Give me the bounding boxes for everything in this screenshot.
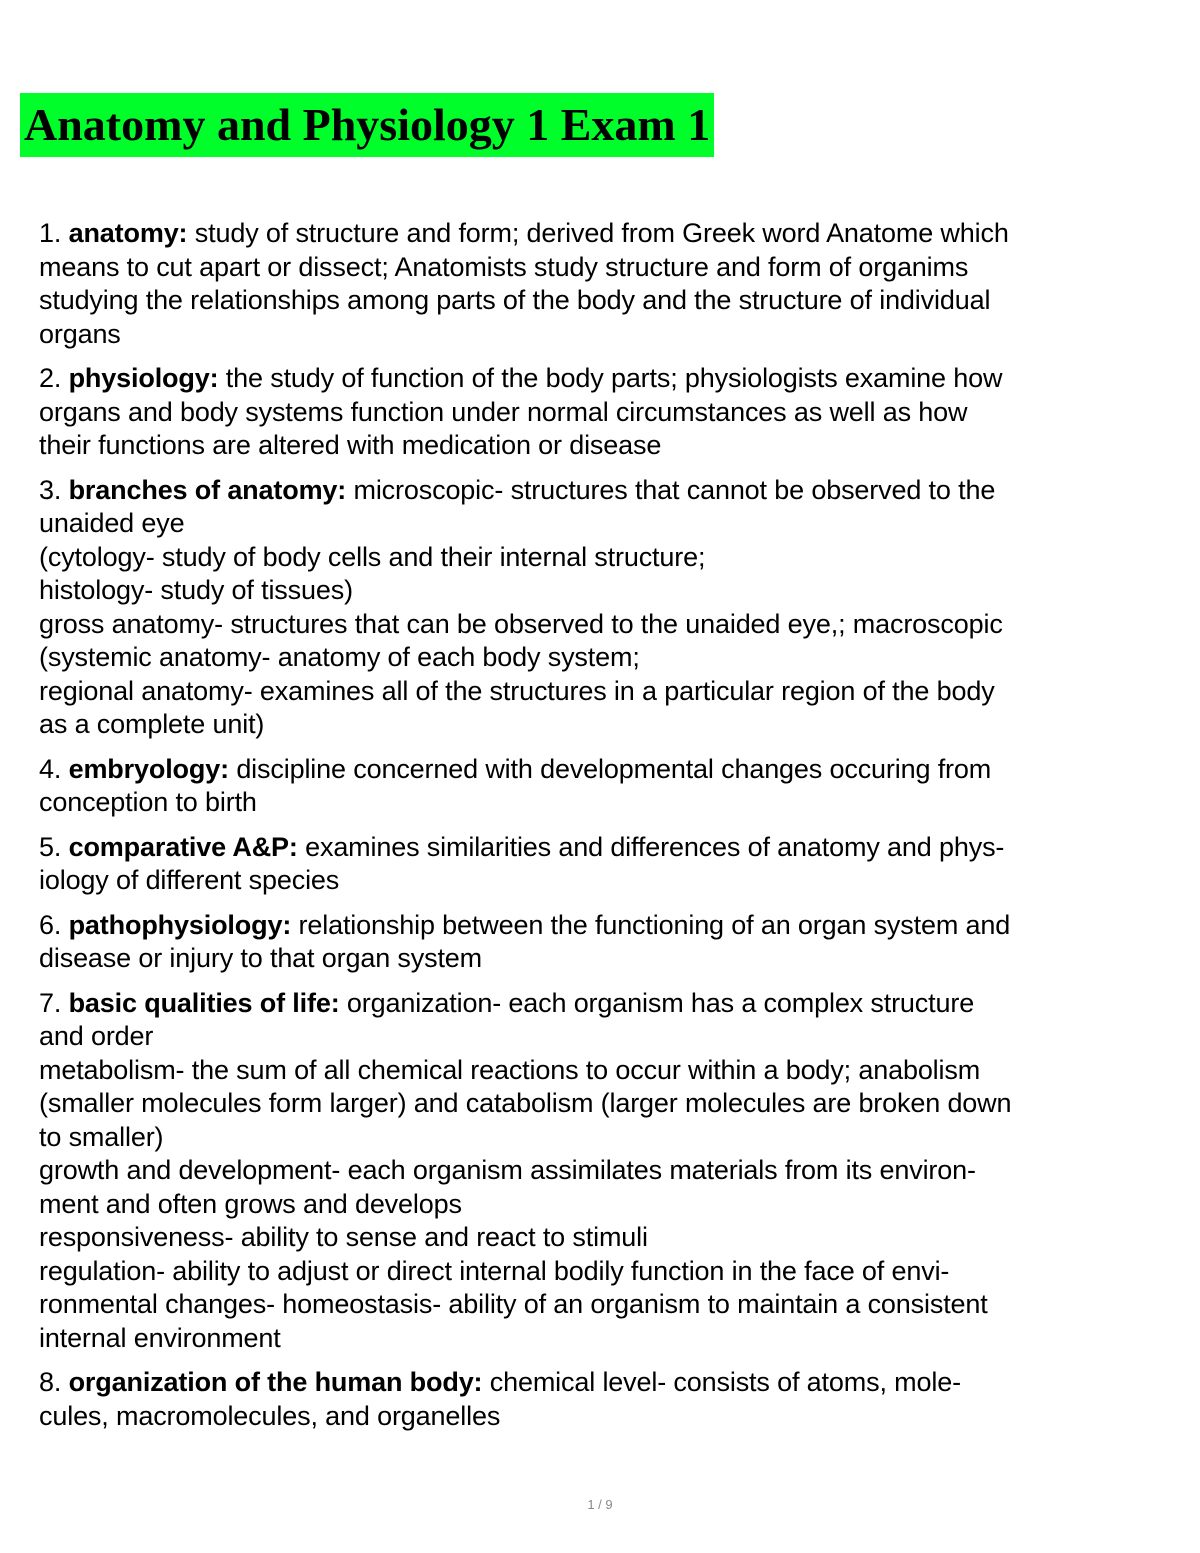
term-line: regional anatomy- examines all of the structures in a particular region of the body xyxy=(39,675,995,706)
term-number: 4. xyxy=(39,753,62,784)
term-definition: chemical level- consists of atoms, mole- xyxy=(482,1367,961,1397)
term-name: basic qualities of life: xyxy=(68,987,340,1018)
term-name: pathophysiology: xyxy=(68,909,292,940)
term-line: disease or injury to that organ system xyxy=(39,943,483,973)
terms-list xyxy=(39,217,1169,1444)
term-number: 2. xyxy=(39,363,62,393)
term-definition: examines similarities and differences of anatomy and phys- xyxy=(297,831,1005,862)
term-definition: the study of function of the body parts; physiologists examine how xyxy=(218,363,1003,393)
term-line: (smaller molecules form larger) and catabolism (larger molecules are broken down xyxy=(39,1088,1012,1118)
term-item xyxy=(39,987,1169,1356)
term-number: 7. xyxy=(39,987,62,1018)
term-line: histology- study of tissues) xyxy=(39,575,353,605)
term-number: 5. xyxy=(39,831,62,862)
term-line: to smaller) xyxy=(39,1121,164,1152)
term-item xyxy=(39,217,1169,351)
term-line: organs and body systems function under normal circumstances as well as how xyxy=(39,396,968,427)
term-name: branches of anatomy: xyxy=(68,474,347,505)
term-line xyxy=(39,831,1169,865)
term-item xyxy=(39,362,1169,463)
term-line: ment and often grows and develops xyxy=(39,1188,462,1219)
term-line xyxy=(39,987,1169,1021)
term-line: means to cut apart or dissect; Anatomists study structure and form of organims xyxy=(39,251,969,282)
term-line: organs xyxy=(39,318,121,349)
term-definition: discipline concerned with developmental changes occuring from xyxy=(228,753,992,784)
term-item xyxy=(39,474,1169,742)
term-item xyxy=(39,909,1169,976)
term-name: comparative A&P: xyxy=(68,831,298,862)
term-line: (cytology- study of body cells and their internal structure; xyxy=(39,541,706,572)
term-line: responsiveness- ability to sense and react to stimuli xyxy=(39,1222,648,1252)
term-line xyxy=(39,909,1169,943)
term-line xyxy=(39,753,1169,787)
term-item xyxy=(39,753,1169,820)
term-line: studying the relationships among parts of the body and the structure of individual xyxy=(39,285,991,315)
term-line: (systemic anatomy- anatomy of each body system; xyxy=(39,642,640,672)
term-definition: microscopic- structures that cannot be observed to the xyxy=(346,474,996,505)
term-item xyxy=(39,1366,1169,1433)
term-line: cules, macromolecules, and organelles xyxy=(39,1400,501,1431)
term-name: embryology: xyxy=(68,753,229,784)
term-definition: study of structure and form; derived from Greek word Anatome which xyxy=(187,218,1009,248)
term-line: ronmental changes- homeostasis- ability of an organism to maintain a consistent xyxy=(39,1289,988,1319)
term-line: internal environment xyxy=(39,1322,281,1353)
term-number: 1. xyxy=(39,218,62,248)
term-name: physiology: xyxy=(68,363,219,393)
term-number: 8. xyxy=(39,1367,62,1397)
term-name: organization of the human body: xyxy=(68,1367,483,1397)
term-line xyxy=(39,1366,1169,1400)
term-line: iology of different species xyxy=(39,865,340,895)
term-number: 6. xyxy=(39,909,62,940)
page-title: Anatomy and Physiology 1 Exam 1 xyxy=(20,93,714,157)
term-line: conception to birth xyxy=(39,787,257,817)
term-line: regulation- ability to adjust or direct internal bodily function in the face of envi- xyxy=(39,1255,950,1286)
term-line: and order xyxy=(39,1021,154,1051)
term-definition: relationship between the functioning of an organ system and xyxy=(291,909,1011,940)
term-line: metabolism- the sum of all chemical reactions to occur within a body; anabolism xyxy=(39,1054,981,1085)
term-line: gross anatomy- structures that can be observed to the unaided eye,; macroscopic xyxy=(39,608,1003,639)
term-line: growth and development- each organism assimilates materials from its environ- xyxy=(39,1155,976,1185)
term-name: anatomy: xyxy=(68,218,188,248)
term-line xyxy=(39,474,1169,508)
term-line xyxy=(39,362,1169,396)
term-item xyxy=(39,831,1169,898)
term-definition: organization- each organism has a complex structure xyxy=(339,987,975,1018)
page-indicator: 1 / 9 xyxy=(587,1497,613,1512)
term-number: 3. xyxy=(39,474,62,505)
term-line: as a complete unit) xyxy=(39,709,265,739)
term-line: unaided eye xyxy=(39,508,185,538)
term-line: their functions are altered with medication or disease xyxy=(39,430,662,460)
term-line xyxy=(39,217,1169,251)
